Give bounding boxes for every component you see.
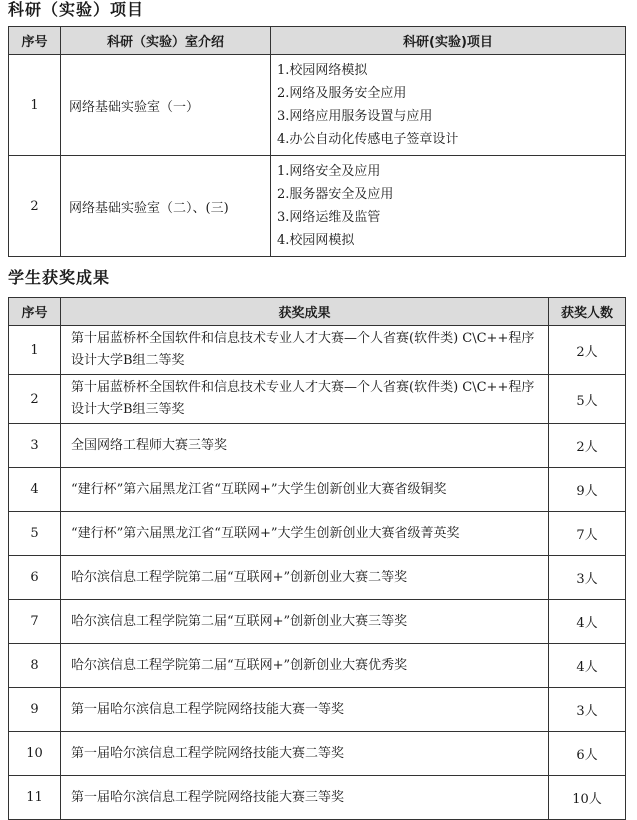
award-row-count: 4人 <box>549 644 626 688</box>
award-row-no: 7 <box>9 600 61 644</box>
research-row-lab: 网络基础实验室（一） <box>61 55 271 156</box>
research-row-projects <box>271 55 626 156</box>
award-row-count: 4人 <box>549 600 626 644</box>
project-item: 2.网络及服务安全应用 <box>277 86 407 101</box>
award-row <box>9 688 626 732</box>
award-row-no: 3 <box>9 424 61 468</box>
award-row <box>9 468 626 512</box>
research-row-projects <box>271 156 626 257</box>
award-row <box>9 326 626 375</box>
award-row-no: 10 <box>9 732 61 776</box>
award-row <box>9 512 626 556</box>
project-item: 2.服务器安全及应用 <box>277 187 394 202</box>
awards-header-count: 获奖人数 <box>549 298 626 326</box>
award-row-no: 8 <box>9 644 61 688</box>
research-row-lab: 网络基础实验室（二）、(三) <box>61 156 271 257</box>
award-row-count: 9人 <box>549 468 626 512</box>
award-row-no: 11 <box>9 776 61 820</box>
project-item: 1.网络安全及应用 <box>277 164 381 179</box>
award-row-count: 6人 <box>549 732 626 776</box>
award-row-count: 3人 <box>549 688 626 732</box>
award-row-count: 5人 <box>549 375 626 424</box>
project-item: 3.网络运维及监管 <box>277 210 381 225</box>
award-row-text: 哈尔滨信息工程学院第二届“互联网+”创新创业大赛三等奖 <box>61 600 549 644</box>
awards-table <box>8 297 626 820</box>
award-row-text: 第十届蓝桥杯全国软件和信息技术专业人才大赛—个人省赛(软件类) C\C++程序设计大学B组二等奖 <box>61 326 549 375</box>
research-header-row <box>9 27 626 55</box>
award-row-text: 哈尔滨信息工程学院第二届“互联网+”创新创业大赛二等奖 <box>61 556 549 600</box>
project-item: 1.校园网络模拟 <box>277 63 368 78</box>
award-row-count: 2人 <box>549 326 626 375</box>
award-row <box>9 732 626 776</box>
award-row-text: 第十届蓝桥杯全国软件和信息技术专业人才大赛—个人省赛(软件类) C\C++程序设计大学B组三等奖 <box>61 375 549 424</box>
award-row <box>9 424 626 468</box>
award-row-no: 1 <box>9 326 61 375</box>
research-header-no: 序号 <box>9 27 61 55</box>
award-row-no: 6 <box>9 556 61 600</box>
award-row-count: 3人 <box>549 556 626 600</box>
award-row-text: “建行杯”第六届黑龙江省“互联网+”大学生创新创业大赛省级铜奖 <box>61 468 549 512</box>
award-row-no: 4 <box>9 468 61 512</box>
awards-header-no: 序号 <box>9 298 61 326</box>
award-row-text: 第一届哈尔滨信息工程学院网络技能大赛三等奖 <box>61 776 549 820</box>
award-row-no: 9 <box>9 688 61 732</box>
research-row <box>9 55 626 156</box>
award-row-text: 第一届哈尔滨信息工程学院网络技能大赛一等奖 <box>61 688 549 732</box>
research-header-project: 科研(实验)项目 <box>271 27 626 55</box>
research-table <box>8 26 626 257</box>
research-row-no: 2 <box>9 156 61 257</box>
award-row <box>9 375 626 424</box>
project-item: 3.网络应用服务设置与应用 <box>277 109 433 124</box>
award-row-text: 哈尔滨信息工程学院第二届“互联网+”创新创业大赛优秀奖 <box>61 644 549 688</box>
project-item: 4.校园网模拟 <box>277 233 355 248</box>
project-item: 4.办公自动化传感电子签章设计 <box>277 132 459 147</box>
award-row-text: 全国网络工程师大赛三等奖 <box>61 424 549 468</box>
award-row <box>9 600 626 644</box>
research-section-title: 科研（实验）项目 <box>8 0 145 19</box>
awards-header-row <box>9 298 626 326</box>
award-row <box>9 556 626 600</box>
research-row-no: 1 <box>9 55 61 156</box>
research-header-lab: 科研（实验）室介绍 <box>61 27 271 55</box>
award-row-text: “建行杯”第六届黑龙江省“互联网+”大学生创新创业大赛省级菁英奖 <box>61 512 549 556</box>
award-row-count: 2人 <box>549 424 626 468</box>
award-row-count: 10人 <box>549 776 626 820</box>
award-row-count: 7人 <box>549 512 626 556</box>
award-row-no: 2 <box>9 375 61 424</box>
awards-section-title: 学生获奖成果 <box>8 268 111 287</box>
awards-header-award: 获奖成果 <box>61 298 549 326</box>
award-row-no: 5 <box>9 512 61 556</box>
research-row <box>9 156 626 257</box>
award-row-text: 第一届哈尔滨信息工程学院网络技能大赛二等奖 <box>61 732 549 776</box>
award-row <box>9 644 626 688</box>
